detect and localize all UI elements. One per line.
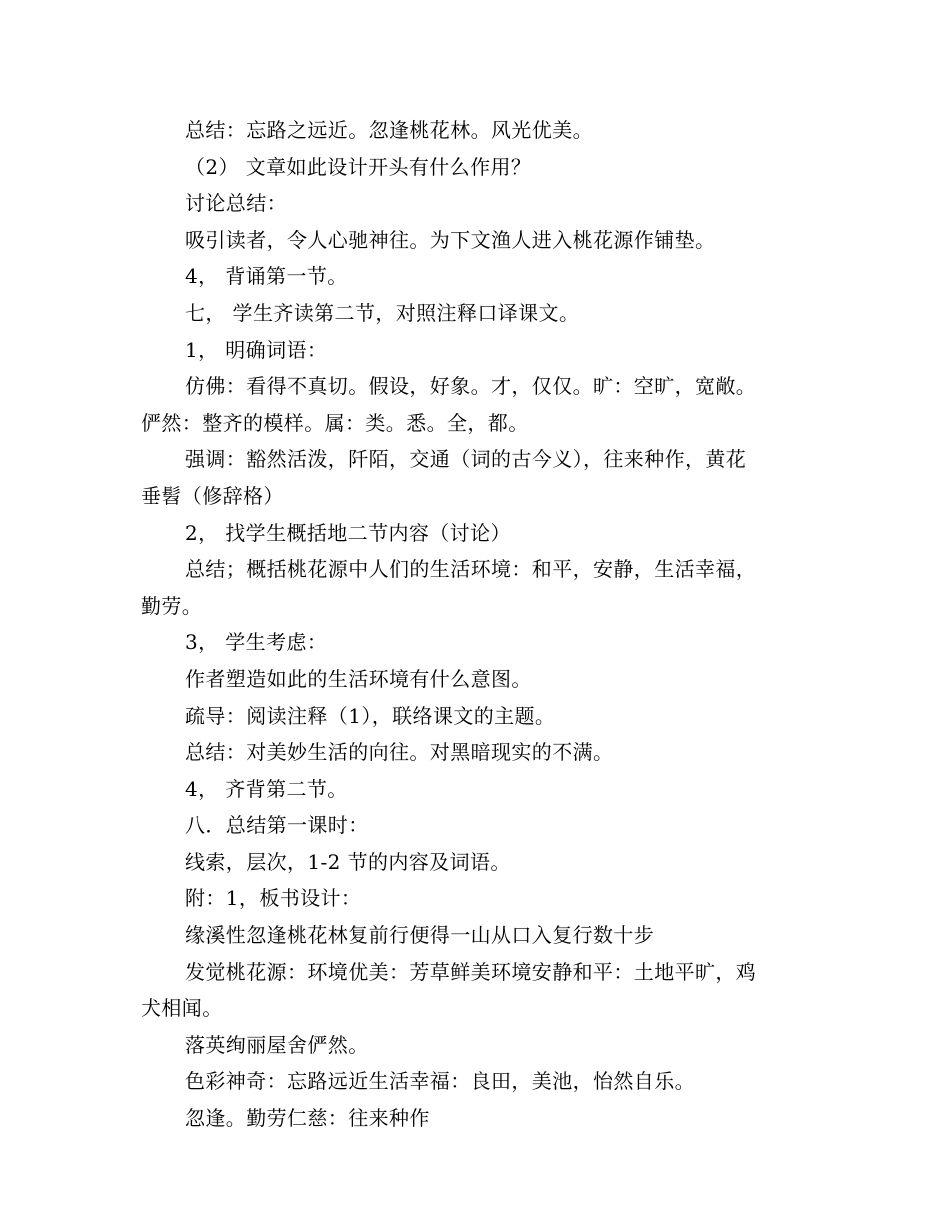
text-line: 强调：豁然活泼，阡陌，交通（词的古今义），往来种作，黄花 xyxy=(185,447,747,472)
text-line: 俨然：整齐的模样。属：类。悉。全，都。 xyxy=(141,410,529,435)
text-line: 吸引读者，令人心驰神往。为下文渔人进入桃花源作铺垫。 xyxy=(185,227,716,252)
text-line: 仿佛：看得不真切。假设，好象。才，仅仅。旷：空旷，宽敞。 xyxy=(185,374,757,399)
text-line: 垂髫（修辞格） xyxy=(141,483,284,508)
text-line: 八．总结第一课时： xyxy=(185,813,369,838)
text-line: 犬相闻。 xyxy=(141,996,223,1021)
text-line: 4， 齐背第二节。 xyxy=(185,776,348,801)
text-line: 勤劳。 xyxy=(141,593,203,618)
text-line: 1， 明确词语： xyxy=(185,337,328,362)
text-line: 色彩神奇：忘路远近生活幸福：良田，美池，怡然自乐。 xyxy=(185,1069,695,1094)
text-line: 落英绚丽屋舍俨然。 xyxy=(185,1032,369,1057)
text-line: 附：1，板书设计： xyxy=(185,886,362,911)
text-line: 2， 找学生概括地二节内容（讨论） xyxy=(185,520,511,545)
text-line: 疏导：阅读注释（1），联络课文的主题。 xyxy=(185,703,556,728)
document-body xyxy=(141,112,821,1137)
text-line: 七， 学生齐读第二节，对照注释口译课文。 xyxy=(185,300,580,325)
text-line: （2） 文章如此设计开头有什么作用？ xyxy=(185,154,532,179)
text-line: 总结；概括桃花源中人们的生活环境：和平，安静，生活幸福， xyxy=(185,557,757,582)
text-line: 线索，层次，1-2 节的内容及词语。 xyxy=(185,849,511,874)
text-line: 总结：对美妙生活的向往。对黑暗现实的不满。 xyxy=(185,740,614,765)
text-line: 发觉桃花源：环境优美：芳草鲜美环境安静和平：土地平旷，鸡 xyxy=(185,959,757,984)
text-line: 缘溪性忽逢桃花林复前行便得一山从口入复行数十步 xyxy=(185,923,655,948)
text-line: 忽逢。勤劳仁慈：往来种作 xyxy=(185,1106,430,1131)
text-line: 3， 学生考虑： xyxy=(185,630,328,655)
text-line: 4， 背诵第一节。 xyxy=(185,264,348,289)
text-line: 讨论总结： xyxy=(185,191,287,216)
text-line: 总结：忘路之远近。忽逢桃花林。风光优美。 xyxy=(185,118,593,142)
text-line: 作者塑造如此的生活环境有什么意图。 xyxy=(185,666,532,691)
